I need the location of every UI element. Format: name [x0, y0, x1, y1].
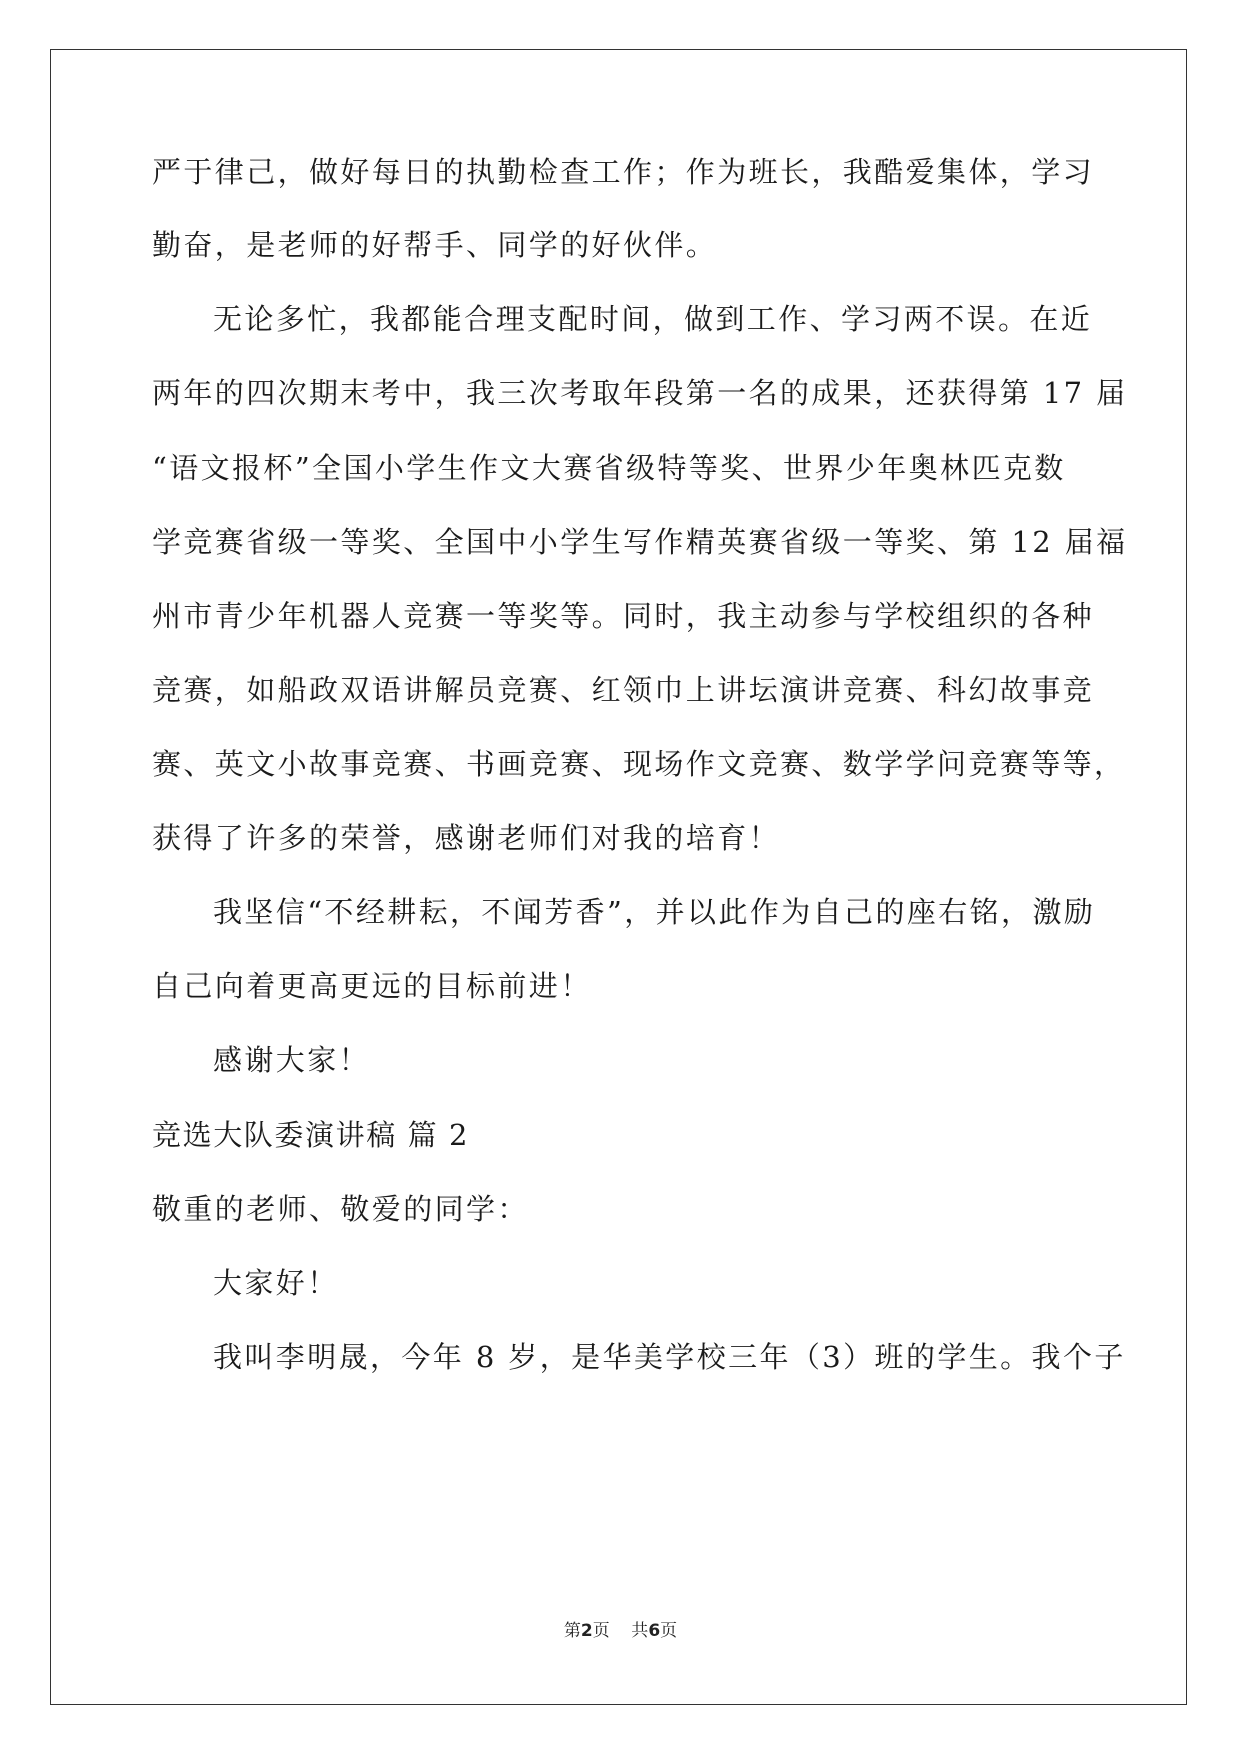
- paragraph-line: 我叫李明晟，今年 8 岁，是华美学校三年（3）班的学生。我个子: [213, 1340, 1126, 1374]
- paragraph-line: 无论多忙，我都能合理支配时间，做到工作、学习两不误。在近: [213, 302, 1093, 336]
- paragraph-line: 赛、英文小故事竞赛、书画竞赛、现场作文竞赛、数学学问竞赛等等，: [152, 747, 1126, 781]
- paragraph-line: 州市青少年机器人竞赛一等奖等。同时，我主动参与学校组织的各种: [152, 599, 1095, 633]
- salutation: 敬重的老师、敬爱的同学：: [152, 1192, 529, 1226]
- page-footer: [0, 1620, 1241, 1642]
- paragraph-line: 自己向着更高更远的目标前进！: [152, 969, 592, 1003]
- paragraph-line: 获得了许多的荣誉，感谢老师们对我的培育！: [152, 821, 781, 855]
- paragraph-line: 学竞赛省级一等奖、全国中小学生写作精英赛省级一等奖、第 12 届福: [152, 525, 1128, 559]
- greeting: 大家好！: [213, 1266, 339, 1300]
- page-frame: [50, 49, 1187, 1705]
- paragraph-line: 我坚信“不经耕耘，不闻芳香”，并以此作为自己的座右铭，激励: [213, 895, 1096, 929]
- footer-total-pages: 6: [648, 1621, 661, 1641]
- paragraph-line: 严于律己，做好每日的执勤检查工作；作为班长，我酷爱集体，学习: [152, 155, 1095, 189]
- paragraph-line: 勤奋，是老师的好帮手、同学的好伙伴。: [152, 228, 718, 262]
- paragraph-line: “语文报杯”全国小学生作文大赛省级特等奖、世界少年奥林匹克数: [152, 451, 1066, 485]
- footer-middle: 页 共: [592, 1621, 649, 1641]
- footer-current-page: 2: [580, 1621, 593, 1641]
- paragraph-line: 竞赛，如船政双语讲解员竞赛、红领巾上讲坛演讲竞赛、科幻故事竞: [152, 673, 1095, 707]
- paragraph-line: 感谢大家！: [213, 1043, 371, 1077]
- footer-suffix: 页: [660, 1621, 678, 1641]
- paragraph-line: 两年的四次期末考中，我三次考取年段第一名的成果，还获得第 17 届: [152, 376, 1128, 410]
- section-heading: 竞选大队委演讲稿 篇 2: [152, 1118, 470, 1152]
- footer-prefix: 第: [563, 1621, 581, 1641]
